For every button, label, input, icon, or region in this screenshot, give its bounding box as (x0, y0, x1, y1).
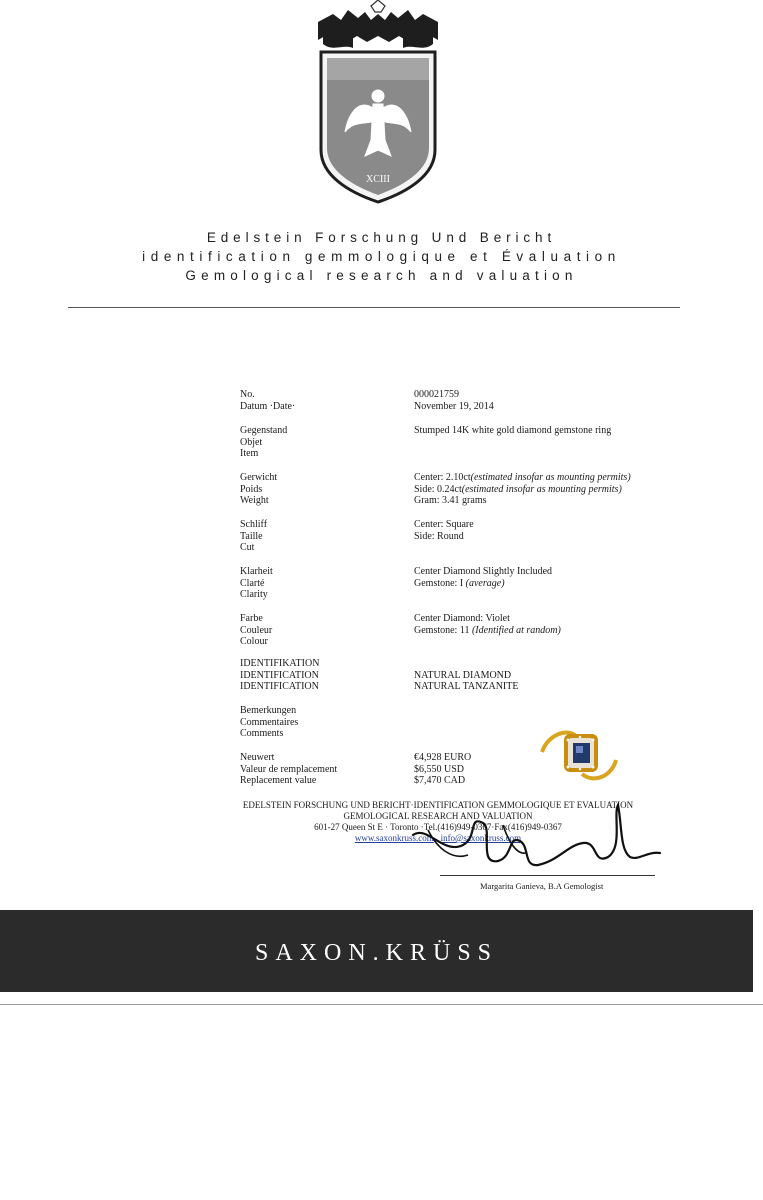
clarity-note: (average) (465, 577, 505, 589)
certificate-date: November 19, 2014 (414, 400, 494, 412)
field-label: No. (240, 389, 255, 400)
footer-company-line-english: GEMOLOGICAL RESEARCH AND VALUATION (343, 811, 533, 821)
footer-address: 601-27 Queen St E · Toronto ·Tel.(416)949-0367·Fax(416)949-0367 (314, 822, 562, 832)
field-label: Poids (240, 483, 263, 495)
field-label: Neuwert (240, 752, 275, 763)
field-label: Klarheit (240, 566, 273, 577)
field-label: Replacement value (240, 775, 317, 787)
field-label: Weight (240, 495, 269, 507)
bottom-divider (0, 1004, 763, 1005)
website-link[interactable]: www.saxonkruss.com (354, 833, 434, 843)
weight-center: Center: 2.10ct (414, 472, 471, 483)
colour-center: Center Diamond: Violet (414, 613, 510, 624)
clarity-gemstone: Gemstone: I (414, 577, 466, 589)
brand-name: SAXON.KRÜSS (254, 940, 499, 966)
field-label: Commentaires (240, 716, 299, 728)
ring-photo (538, 722, 620, 790)
field-label: Bemerkungen (240, 705, 297, 716)
weight-grams: Gram: 3.41 grams (414, 495, 487, 507)
signature-line (440, 875, 655, 876)
value-euro: €4,928 EURO (414, 752, 472, 763)
clarity-center: Center Diamond Slightly Included (414, 566, 553, 577)
weight-side: Side: 0.24ct (414, 483, 462, 495)
certificate-number: 000021759 (414, 389, 459, 400)
field-label: Gegenstand (240, 425, 288, 436)
colour-note: (Identified at random) (471, 624, 561, 636)
crest-logo (313, 0, 443, 205)
field-label: IDENTIFICATION (240, 669, 319, 681)
field-label: Comments (240, 728, 284, 740)
signatory-name: Margarita Ganieva, B.A Gemologist (480, 881, 604, 891)
email-link[interactable]: info@saxonkruss.com (440, 833, 522, 843)
field-label: Cut (240, 542, 255, 554)
field-label: Colour (240, 636, 268, 648)
value-cad: $7,470 CAD (414, 775, 466, 787)
value-usd: $6,550 USD (414, 763, 465, 775)
field-label: IDENTIFICATION (240, 681, 319, 693)
field-label: IDENTIFIKATION (240, 658, 320, 669)
header-line-french: identification gemmologique et Évaluation (142, 249, 621, 264)
field-label: Datum ·Date· (240, 400, 296, 412)
field-label: Taille (240, 530, 263, 542)
cut-center: Center: Square (414, 519, 474, 530)
field-label: Gerwicht (240, 472, 278, 483)
field-label: Item (240, 448, 259, 460)
field-label: Valeur de remplacement (240, 763, 338, 775)
footer-company-line: EDELSTEIN FORSCHUNG UND BERICHT·IDENTIFICATION GEMMOLOGIQUE ET EVALUATION (242, 800, 634, 810)
colour-gemstone: Gemstone: 11 (414, 624, 472, 636)
field-label: Farbe (240, 613, 263, 624)
weight-note: (estimated insofar as mounting permits) (470, 472, 631, 483)
item-value: Stumped 14K white gold diamond gemstone ring (414, 425, 612, 436)
header-divider (68, 307, 680, 308)
header-line-english: Gemological research and valuation (185, 268, 578, 283)
field-label: Objet (240, 436, 263, 448)
cut-side: Side: Round (414, 530, 464, 542)
field-label: Couleur (240, 624, 273, 636)
field-label: Clarté (240, 577, 265, 589)
field-label: Clarity (240, 589, 268, 601)
weight-note: (estimated insofar as mounting permits) (461, 483, 622, 495)
field-label: Schliff (240, 519, 268, 530)
header-line-german: Edelstein Forschung Und Bericht (206, 230, 557, 245)
identification-gemstone: NATURAL TANZANITE (414, 681, 519, 693)
crest-numeral: XCIII (366, 174, 390, 185)
identification-diamond: NATURAL DIAMOND (414, 669, 512, 681)
